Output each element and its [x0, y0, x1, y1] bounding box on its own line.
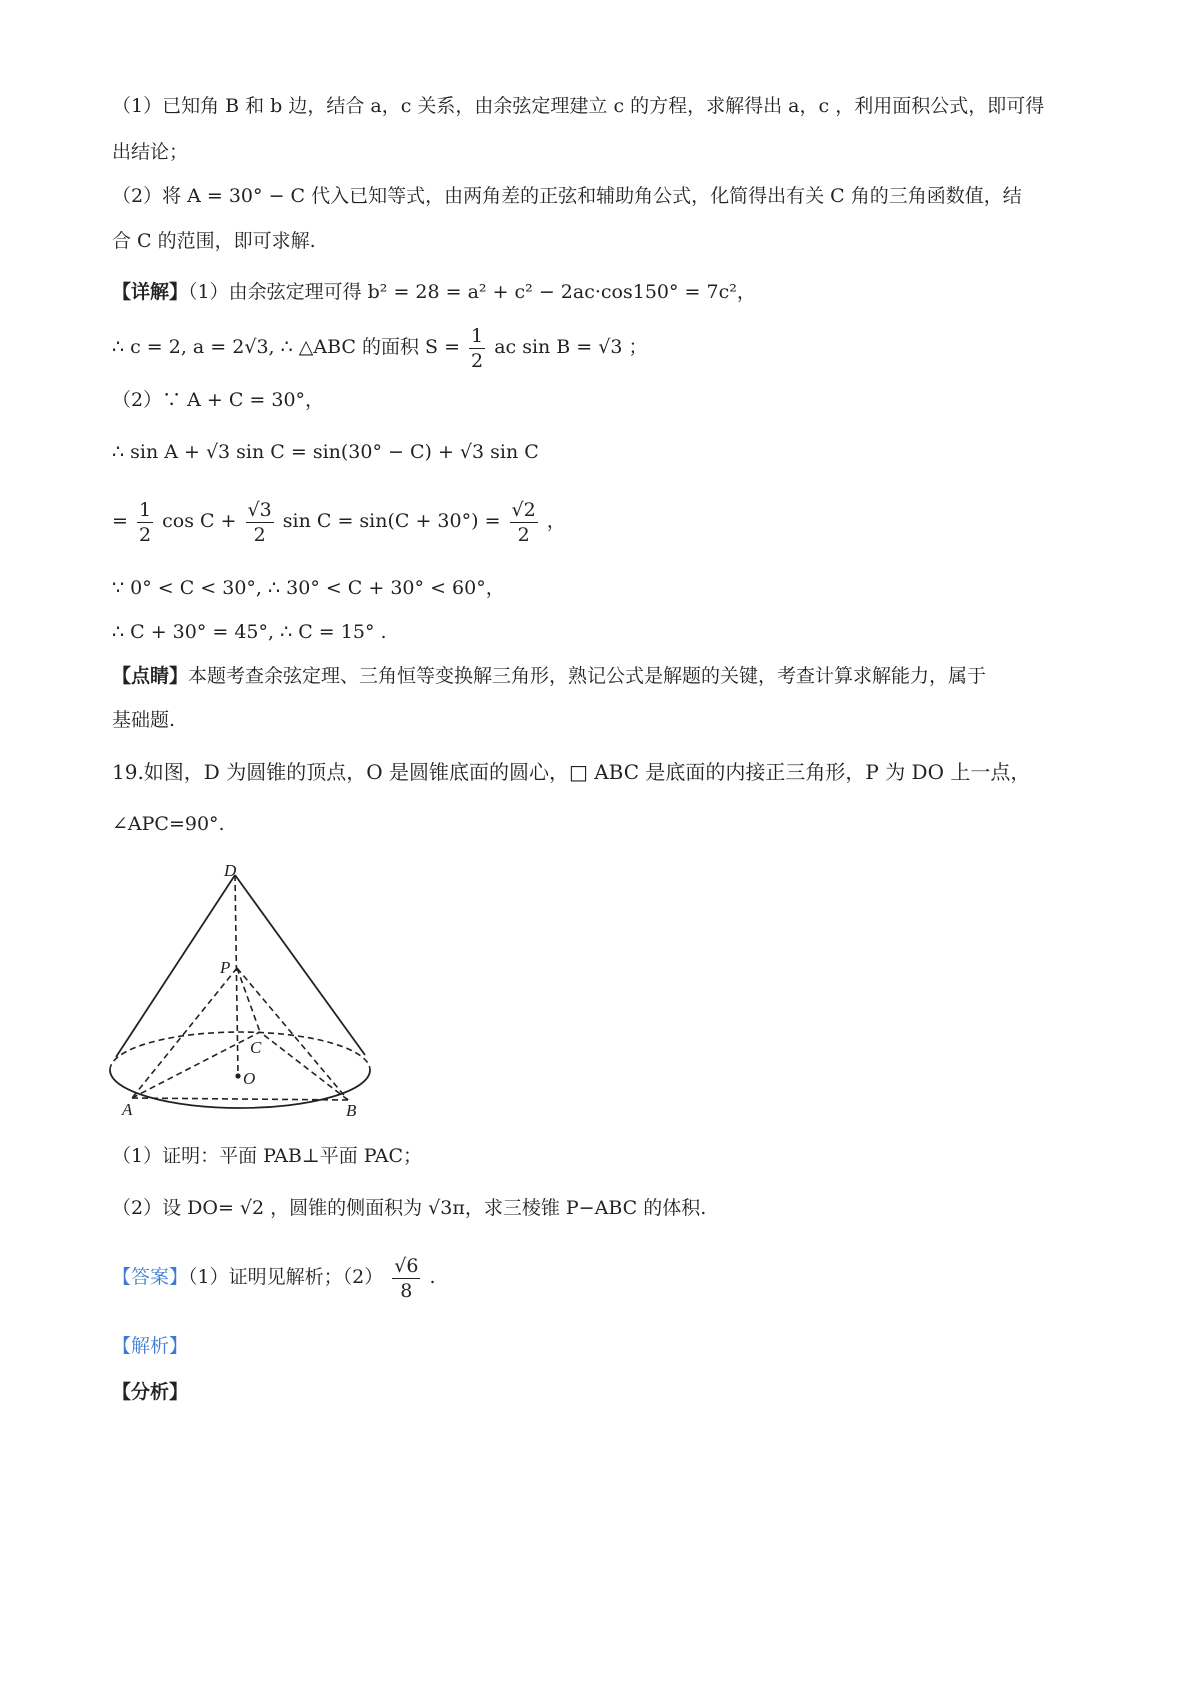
- fraction-num: √2: [511, 498, 536, 521]
- detail-line-5-b: sin C = sin(C + 30°) =: [282, 510, 501, 532]
- fraction-den: 2: [471, 349, 484, 372]
- detail-line-2: [112, 322, 648, 373]
- detail-line-5-a: cos C +: [162, 510, 237, 532]
- analysis-line-4: 合 C 的范围，即可求解.: [112, 230, 316, 252]
- slant-left: [116, 875, 235, 1057]
- analysis-line-2: 出结论；: [112, 141, 189, 163]
- label-O: O: [243, 1069, 256, 1088]
- answer-text: （1）证明见解析；（2）: [188, 1266, 384, 1288]
- edge-PC: [237, 968, 260, 1032]
- comment-line-2: 基础题.: [112, 709, 176, 731]
- detail-line-3: （2）∵ A + C = 30°，: [112, 389, 325, 411]
- question-19-line-1: 19.如图，D 为圆锥的顶点，O 是圆锥底面的圆心，□ ABC 是底面的内接正三角形，P 为 DO 上一点，: [112, 760, 1031, 784]
- equals-sign: =: [112, 510, 128, 532]
- detail-line-2-a: ∴ c = 2, a = 2√3, ∴ △ABC 的面积 S =: [112, 336, 460, 358]
- slant-right: [235, 875, 365, 1055]
- analysis-line-3: （2）将 A = 30° − C 代入已知等式，由两角差的正弦和辅助角公式，化简得出有关 C 角的三角函数值，结: [112, 185, 1022, 207]
- detail-text: （1）由余弦定理可得 b² = 28 = a² + c² − 2ac·cos150° = 7c²，: [188, 281, 756, 303]
- fraction-den: 2: [253, 523, 266, 546]
- label-P: P: [220, 958, 231, 977]
- fraction-den: 8: [400, 1279, 413, 1302]
- detail-line-1: [112, 280, 756, 304]
- analysis-line-1: （1）已知角 B 和 b 边，结合 a，c 关系，由余弦定理建立 c 的方程，求解得出 a，c ，利用面积公式，即可得: [112, 95, 1045, 117]
- fraction-num: √6: [394, 1254, 419, 1277]
- fraction-sqrt3-half: [246, 498, 274, 547]
- detail-tag: 【详解】: [112, 281, 189, 303]
- comment-text: 本题考查余弦定理、三角恒等变换解三角形，熟记公式是解题的关键，考查计算求解能力，属于: [188, 665, 987, 687]
- answer-tag: 【答案】: [112, 1266, 189, 1288]
- detail-line-5-c: ，: [546, 510, 566, 532]
- label-A: A: [122, 1100, 133, 1119]
- detail-line-7: ∴ C + 30° = 45°, ∴ C = 15° .: [112, 621, 387, 643]
- fraction-one-half: [137, 498, 153, 547]
- fenxi-heading: 【分析】: [112, 1381, 189, 1403]
- question-19-line-2: ∠APC=90°.: [112, 813, 225, 835]
- fraction-den: 2: [517, 523, 530, 546]
- detail-line-2-b: ac sin B = √3 ；: [494, 336, 648, 358]
- question-part-1: （1）证明：平面 PAB⊥平面 PAC；: [112, 1145, 423, 1167]
- base-back-arc: [110, 1032, 370, 1070]
- detail-line-4: ∴ sin A + √3 sin C = sin(30° − C) + √3 sin C: [112, 441, 539, 463]
- jiexi-heading: 【解析】: [112, 1335, 189, 1357]
- answer-line: [112, 1252, 436, 1303]
- fraction-num: 1: [138, 498, 152, 521]
- edge-BC: [260, 1032, 348, 1100]
- comment-tag: 【点睛】: [112, 665, 189, 687]
- fraction-num: √3: [247, 498, 272, 521]
- label-D: D: [224, 861, 237, 880]
- label-B: B: [346, 1101, 357, 1120]
- answer-end: .: [429, 1266, 436, 1288]
- answer-fraction: [392, 1254, 420, 1303]
- point-O: [235, 1073, 240, 1078]
- detail-line-6: ∵ 0° < C < 30°, ∴ 30° < C + 30° < 60°，: [112, 577, 505, 599]
- fraction-num: 1: [471, 324, 484, 347]
- cone-figure: [100, 860, 400, 1130]
- comment-line-1: [112, 664, 986, 688]
- fraction-den: 2: [138, 523, 152, 546]
- fraction-sqrt2-half: [510, 498, 538, 547]
- question-part-2: （2）设 DO= √2 ，圆锥的侧面积为 √3π，求三棱锥 P−ABC 的体积.: [112, 1197, 707, 1219]
- detail-line-5: [112, 496, 566, 547]
- fraction-half: [469, 324, 485, 373]
- axis-DO: [235, 875, 238, 1076]
- edge-AB: [132, 1098, 348, 1100]
- label-C: C: [250, 1038, 262, 1057]
